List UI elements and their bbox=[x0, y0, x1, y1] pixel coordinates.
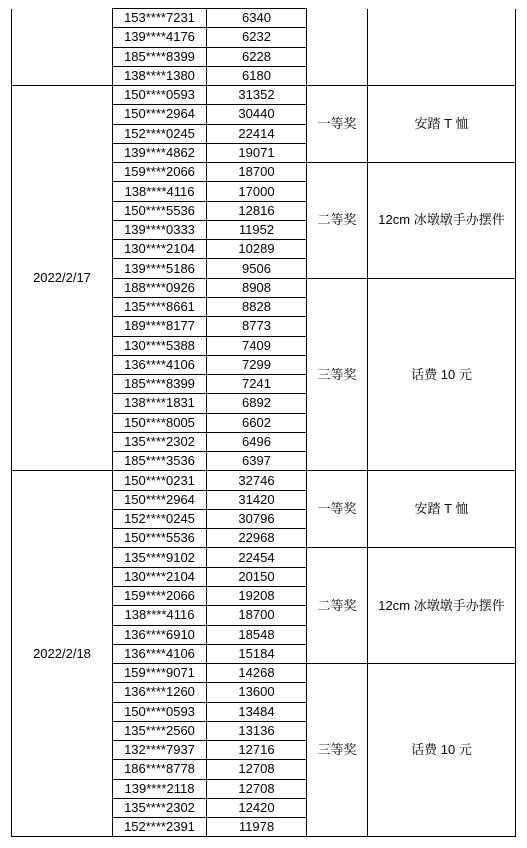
phone-cell: 188****0926 bbox=[113, 278, 207, 297]
reward-cell: 12cm 冰墩墩手办摆件 bbox=[368, 548, 516, 664]
score-cell: 7409 bbox=[207, 336, 307, 355]
score-cell: 8908 bbox=[207, 278, 307, 297]
phone-cell: 138****4116 bbox=[113, 182, 207, 201]
phone-cell: 130****2104 bbox=[113, 567, 207, 586]
prize-level-cell: 三等奖 bbox=[307, 664, 368, 837]
phone-cell: 139****4176 bbox=[113, 28, 207, 47]
score-cell: 12716 bbox=[207, 741, 307, 760]
score-cell: 30440 bbox=[207, 105, 307, 124]
score-cell: 8773 bbox=[207, 317, 307, 336]
phone-cell: 130****5388 bbox=[113, 336, 207, 355]
score-cell: 31420 bbox=[207, 490, 307, 509]
score-cell: 9506 bbox=[207, 259, 307, 278]
phone-cell: 130****2104 bbox=[113, 240, 207, 259]
score-cell: 11952 bbox=[207, 220, 307, 239]
prize-level-cell: 二等奖 bbox=[307, 548, 368, 664]
score-cell: 12816 bbox=[207, 201, 307, 220]
score-cell: 12708 bbox=[207, 779, 307, 798]
phone-cell: 138****1831 bbox=[113, 394, 207, 413]
score-cell: 18548 bbox=[207, 625, 307, 644]
score-cell: 6496 bbox=[207, 432, 307, 451]
phone-cell: 185****8399 bbox=[113, 47, 207, 66]
score-cell: 6602 bbox=[207, 413, 307, 432]
score-cell: 6180 bbox=[207, 66, 307, 85]
phone-cell: 139****2118 bbox=[113, 779, 207, 798]
score-cell: 13484 bbox=[207, 702, 307, 721]
score-cell: 14268 bbox=[207, 664, 307, 683]
date-cell bbox=[12, 9, 113, 86]
phone-cell: 135****2302 bbox=[113, 432, 207, 451]
date-cell: 2022/2/18 bbox=[12, 471, 113, 837]
phone-cell: 185****8399 bbox=[113, 375, 207, 394]
phone-cell: 150****5536 bbox=[113, 529, 207, 548]
phone-cell: 152****2391 bbox=[113, 818, 207, 837]
score-cell: 7299 bbox=[207, 355, 307, 374]
score-cell: 22454 bbox=[207, 548, 307, 567]
table-row bbox=[12, 86, 516, 105]
phone-cell: 135****9102 bbox=[113, 548, 207, 567]
score-cell: 8828 bbox=[207, 297, 307, 316]
score-cell: 13600 bbox=[207, 683, 307, 702]
reward-cell: 12cm 冰墩墩手办摆件 bbox=[368, 163, 516, 279]
phone-cell: 136****4106 bbox=[113, 355, 207, 374]
phone-cell: 139****0333 bbox=[113, 220, 207, 239]
phone-cell: 135****2302 bbox=[113, 798, 207, 817]
phone-cell: 150****2964 bbox=[113, 105, 207, 124]
score-cell: 32746 bbox=[207, 471, 307, 490]
score-cell: 13136 bbox=[207, 721, 307, 740]
score-cell: 19208 bbox=[207, 586, 307, 605]
score-cell: 22414 bbox=[207, 124, 307, 143]
phone-cell: 189****8177 bbox=[113, 317, 207, 336]
reward-cell: 安踏 T 恤 bbox=[368, 86, 516, 163]
score-cell: 20150 bbox=[207, 567, 307, 586]
winners-table-body bbox=[12, 9, 516, 837]
phone-cell: 136****4106 bbox=[113, 644, 207, 663]
reward-cell: 话费 10 元 bbox=[368, 664, 516, 837]
phone-cell: 159****9071 bbox=[113, 664, 207, 683]
reward-cell: 话费 10 元 bbox=[368, 278, 516, 471]
phone-cell: 150****8005 bbox=[113, 413, 207, 432]
prize-cell bbox=[307, 9, 368, 86]
table-row bbox=[12, 9, 516, 28]
reward-cell bbox=[368, 9, 516, 86]
prize-level-cell: 一等奖 bbox=[307, 86, 368, 163]
score-cell: 30796 bbox=[207, 509, 307, 528]
phone-cell: 152****0245 bbox=[113, 124, 207, 143]
score-cell: 10289 bbox=[207, 240, 307, 259]
score-cell: 7241 bbox=[207, 375, 307, 394]
score-cell: 31352 bbox=[207, 86, 307, 105]
phone-cell: 186****8778 bbox=[113, 760, 207, 779]
phone-cell: 150****0593 bbox=[113, 86, 207, 105]
phone-cell: 135****8661 bbox=[113, 297, 207, 316]
phone-cell: 150****2964 bbox=[113, 490, 207, 509]
score-cell: 6340 bbox=[207, 9, 307, 28]
score-cell: 17000 bbox=[207, 182, 307, 201]
score-cell: 6228 bbox=[207, 47, 307, 66]
score-cell: 22968 bbox=[207, 529, 307, 548]
score-cell: 19071 bbox=[207, 143, 307, 162]
score-cell: 15184 bbox=[207, 644, 307, 663]
phone-cell: 132****7937 bbox=[113, 741, 207, 760]
reward-cell: 安踏 T 恤 bbox=[368, 471, 516, 548]
phone-cell: 135****2560 bbox=[113, 721, 207, 740]
phone-cell: 153****7231 bbox=[113, 9, 207, 28]
score-cell: 18700 bbox=[207, 606, 307, 625]
phone-cell: 136****1260 bbox=[113, 683, 207, 702]
prize-level-cell: 三等奖 bbox=[307, 278, 368, 471]
table-row bbox=[12, 471, 516, 490]
phone-cell: 139****4862 bbox=[113, 143, 207, 162]
winners-table bbox=[11, 8, 516, 837]
phone-cell: 185****3536 bbox=[113, 452, 207, 471]
winners-table-container bbox=[11, 8, 516, 837]
score-cell: 6892 bbox=[207, 394, 307, 413]
score-cell: 6232 bbox=[207, 28, 307, 47]
score-cell: 11978 bbox=[207, 818, 307, 837]
phone-cell: 150****0231 bbox=[113, 471, 207, 490]
phone-cell: 159****2066 bbox=[113, 586, 207, 605]
phone-cell: 136****6910 bbox=[113, 625, 207, 644]
prize-level-cell: 二等奖 bbox=[307, 163, 368, 279]
score-cell: 6397 bbox=[207, 452, 307, 471]
date-cell: 2022/2/17 bbox=[12, 86, 113, 471]
score-cell: 18700 bbox=[207, 163, 307, 182]
score-cell: 12708 bbox=[207, 760, 307, 779]
phone-cell: 150****0593 bbox=[113, 702, 207, 721]
phone-cell: 159****2066 bbox=[113, 163, 207, 182]
phone-cell: 138****4116 bbox=[113, 606, 207, 625]
score-cell: 12420 bbox=[207, 798, 307, 817]
phone-cell: 138****1380 bbox=[113, 66, 207, 85]
phone-cell: 152****0245 bbox=[113, 509, 207, 528]
phone-cell: 139****5186 bbox=[113, 259, 207, 278]
phone-cell: 150****5536 bbox=[113, 201, 207, 220]
prize-level-cell: 一等奖 bbox=[307, 471, 368, 548]
